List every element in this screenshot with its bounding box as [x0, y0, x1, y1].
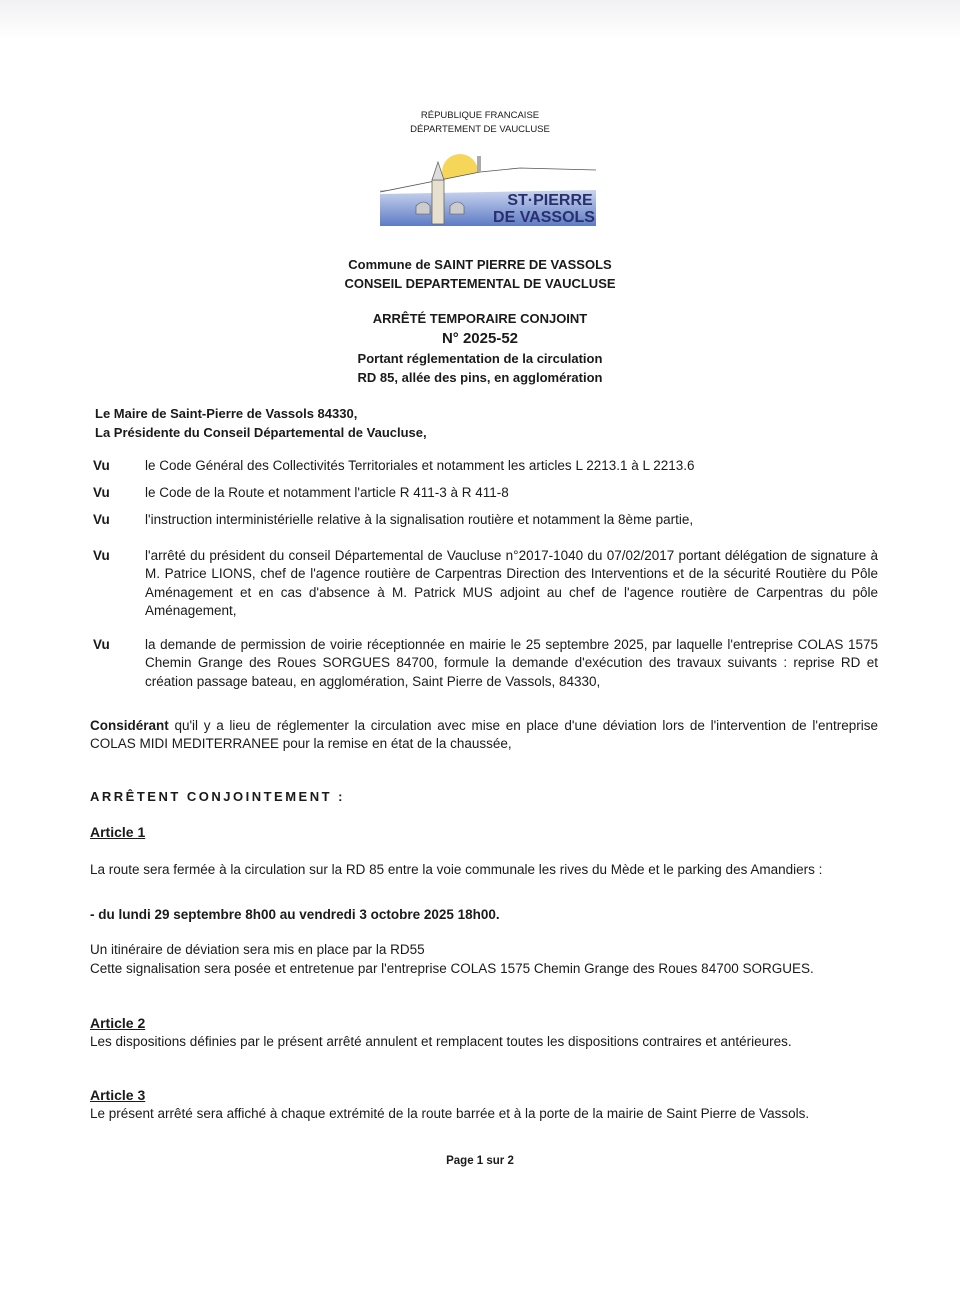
article-3-text: Le présent arrêté sera affiché à chaque extrémité de la route barrée et à la porte de la mairie de Saint Pierre de Vassols. — [90, 1106, 810, 1121]
vu-label: Vu — [93, 458, 110, 473]
article-3-title: Article 3 — [90, 1087, 146, 1103]
page-number: Page 1 sur 2 — [446, 1155, 514, 1167]
arretent-heading: ARRÊTENT CONJOINTEMENT : — [90, 789, 345, 804]
article-2-title: Article 2 — [90, 1015, 146, 1031]
vu-label: Vu — [93, 637, 110, 652]
page-edge — [0, 0, 960, 40]
arrete-title-block — [0, 309, 960, 387]
arrete-subject-1: Portant réglementation de la circulation — [357, 351, 603, 366]
vu-item — [0, 636, 960, 712]
article-1-signalisation: Cette signalisation sera posée et entretenue par l'entreprise COLAS 1575 Chemin Grange des Roues 84700 SORGUES. — [90, 961, 814, 976]
svg-text:ST·PIERRE: ST·PIERRE — [507, 192, 593, 209]
title-block — [0, 255, 960, 293]
authority-maire: Le Maire de Saint-Pierre de Vassols 84330, — [95, 406, 358, 421]
article-1-deviation: Un itinéraire de déviation sera mis en place par la RD55 — [90, 942, 425, 957]
header-line-1: RÉPUBLIQUE FRANCAISE — [420, 110, 540, 121]
authority-presidente: La Présidente du Conseil Départemental de Vaucluse, — [95, 425, 427, 440]
vu-text: le Code Général des Collectivités Territoriales et notamment les articles L 2213.1 à L 2213.6 — [145, 458, 695, 473]
vu-label: Vu — [93, 512, 110, 527]
vu-text: l'instruction interministérielle relative à la signalisation routière et notamment la 8ème partie, — [145, 512, 694, 527]
vu-text: l'arrêté du président du conseil Départemental de Vaucluse n°2017-1040 du 07/02/2017 portant délégation de signature à M. Patrice LIONS, chef de l'agence routière de Carpentras Direction des Interventions et de la sécurité Routière du Pôle Aménagement et en cas d'absence à M. Patrick MUS adjoint au chef de l'agence routière de Carpentras du pôle Aménagement, — [145, 548, 878, 618]
vu-text: le Code de la Route et notamment l'article R 411-3 à R 411-8 — [145, 485, 509, 500]
considerant — [90, 717, 878, 754]
arrete-number: N° 2025-52 — [441, 330, 519, 347]
vu-item — [0, 511, 960, 531]
vu-item — [0, 484, 960, 504]
arrete-subject-2: RD 85, allée des pins, en agglomération — [357, 370, 603, 385]
article-1-text: La route sera fermée à la circulation sur la RD 85 entre la voie communale les rives du Mède et le parking des Amandiers : — [90, 862, 823, 877]
commune-logo — [380, 150, 596, 226]
arrete-type: ARRÊTÉ TEMPORAIRE CONJOINT — [372, 311, 588, 326]
considerant-text: qu'il y a lieu de réglementer la circulation avec mise en place d'une déviation lors de l'intervention de l'entreprise COLAS MIDI MEDITERRANEE pour la remise en état de la chaussée, — [90, 718, 878, 752]
considerant-label: Considérant — [90, 718, 169, 733]
conseil-name: CONSEIL DEPARTEMENTAL DE VAUCLUSE — [344, 276, 616, 291]
vu-item — [0, 547, 960, 623]
republique-header — [0, 109, 960, 137]
article-1-title: Article 1 — [90, 824, 146, 840]
vu-text: la demande de permission de voirie réceptionnée en mairie le 25 septembre 2025, par laquelle l'entreprise COLAS 1575 Chemin Grange des Roues SORGUES 84700, formule la demande d'exécution des travaux suivants : reprise RD et création passage bateau, en agglomération, Saint Pierre de Vassols, 84330, — [145, 637, 878, 689]
vu-item — [0, 457, 960, 477]
article-2-text: Les dispositions définies par le présent arrêté annulent et remplacent toutes les dispositions contraires et antérieures. — [90, 1034, 792, 1049]
header-line-2: DÉPARTEMENT DE VAUCLUSE — [410, 124, 550, 135]
vu-label: Vu — [93, 485, 110, 500]
article-1-dates: - du lundi 29 septembre 8h00 au vendredi 3 octobre 2025 18h00. — [90, 907, 500, 922]
authorities — [95, 404, 427, 442]
commune-name: Commune de SAINT PIERRE DE VASSOLS — [348, 257, 612, 272]
vu-label: Vu — [93, 548, 110, 563]
svg-text:DE VASSOLS: DE VASSOLS — [493, 209, 595, 226]
